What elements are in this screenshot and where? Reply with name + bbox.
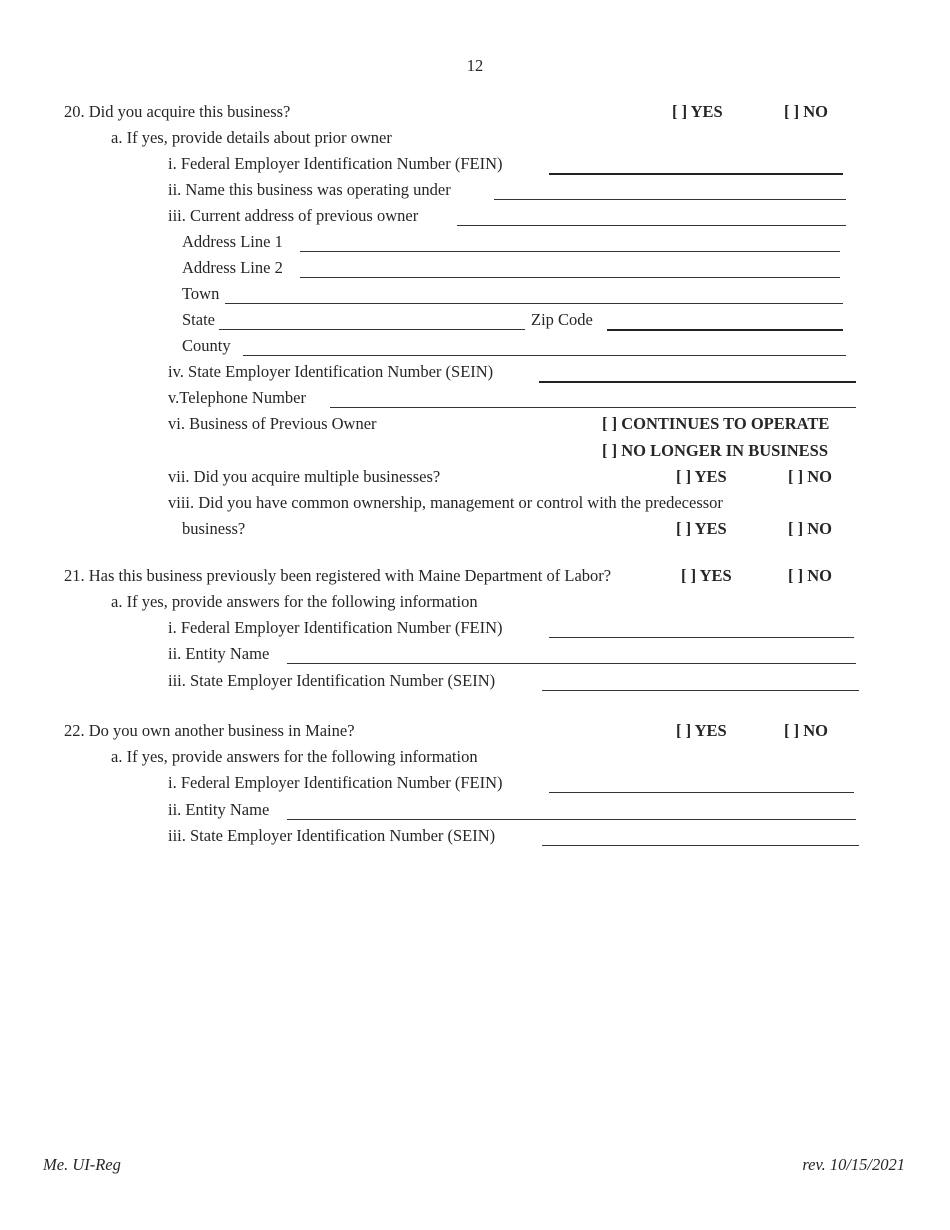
q20-address-label: iii. Current address of previous owner (168, 206, 419, 225)
q22-no-checkbox[interactable]: [ ] NO (784, 721, 828, 740)
common-ownership-label-cont: business? (182, 519, 246, 538)
q21-question: 21. Has this business previously been registered with Maine Department of Labor? (64, 566, 612, 585)
telephone-field[interactable] (330, 407, 856, 408)
q20-a-label: a. If yes, provide details about prior owner (111, 128, 392, 147)
q22-sein-field[interactable] (542, 845, 859, 846)
q22-fein-label: i. Federal Employer Identification Number (FEIN) (168, 773, 503, 792)
q21-entity-name-field[interactable] (287, 663, 856, 664)
q21-yes-checkbox[interactable]: [ ] YES (681, 566, 732, 585)
q22-entity-name-field[interactable] (287, 819, 856, 820)
q21-entity-name-label: ii. Entity Name (168, 644, 270, 663)
q21-sein-field[interactable] (542, 690, 859, 691)
q20-address-field[interactable] (457, 225, 846, 226)
no-longer-in-business-checkbox[interactable]: [ ] NO LONGER IN BUSINESS (602, 441, 829, 460)
q21-sein-label: iii. State Employer Identification Number (SEIN) (168, 671, 496, 690)
q21-fein-field[interactable] (549, 637, 854, 638)
multiple-businesses-yes-checkbox[interactable]: [ ] YES (676, 467, 727, 486)
county-field[interactable] (243, 355, 846, 356)
q22-question: 22. Do you own another business in Maine? (64, 721, 355, 740)
common-ownership-yes-checkbox[interactable]: [ ] YES (676, 519, 727, 538)
telephone-label: v.Telephone Number (168, 388, 306, 407)
state-field[interactable] (219, 329, 525, 330)
q22-yes-checkbox[interactable]: [ ] YES (676, 721, 727, 740)
address-line-1-label: Address Line 1 (182, 232, 283, 251)
q20-fein-label: i. Federal Employer Identification Number (FEIN) (168, 154, 503, 173)
multiple-businesses-no-checkbox[interactable]: [ ] NO (788, 467, 832, 486)
q20-yes-checkbox[interactable]: [ ] YES (672, 102, 723, 121)
q20-question: 20. Did you acquire this business? (64, 102, 291, 121)
zip-code-field[interactable] (607, 329, 843, 331)
footer-revision-date: rev. 10/15/2021 (802, 1155, 905, 1174)
q20-fein-field[interactable] (549, 173, 843, 175)
common-ownership-no-checkbox[interactable]: [ ] NO (788, 519, 832, 538)
county-label: County (182, 336, 231, 355)
q21-no-checkbox[interactable]: [ ] NO (788, 566, 832, 585)
zip-code-label: Zip Code (531, 310, 593, 329)
q22-sein-label: iii. State Employer Identification Number (SEIN) (168, 826, 496, 845)
footer-form-id: Me. UI-Reg (43, 1155, 121, 1174)
q20-sein-field[interactable] (539, 381, 856, 383)
q20-no-checkbox[interactable]: [ ] NO (784, 102, 828, 121)
q22-fein-field[interactable] (549, 792, 854, 793)
town-field[interactable] (225, 303, 843, 304)
q20-sein-label: iv. State Employer Identification Number (SEIN) (168, 362, 494, 381)
town-label: Town (182, 284, 220, 303)
q22-entity-name-label: ii. Entity Name (168, 800, 270, 819)
page-number: 12 (466, 56, 484, 75)
multiple-businesses-label: vii. Did you acquire multiple businesses? (168, 467, 441, 486)
q21-fein-label: i. Federal Employer Identification Number (FEIN) (168, 618, 503, 637)
business-of-previous-owner-label: vi. Business of Previous Owner (168, 414, 377, 433)
q20-name-label: ii. Name this business was operating under (168, 180, 451, 199)
q20-name-field[interactable] (494, 199, 846, 200)
address-line-1-field[interactable] (300, 251, 840, 252)
q21-a-label: a. If yes, provide answers for the following information (111, 592, 478, 611)
common-ownership-label: viii. Did you have common ownership, management or control with the predecessor (168, 493, 723, 512)
state-label: State (182, 310, 215, 329)
address-line-2-field[interactable] (300, 277, 840, 278)
address-line-2-label: Address Line 2 (182, 258, 283, 277)
continues-to-operate-checkbox[interactable]: [ ] CONTINUES TO OPERATE (602, 414, 830, 433)
q22-a-label: a. If yes, provide answers for the following information (111, 747, 478, 766)
